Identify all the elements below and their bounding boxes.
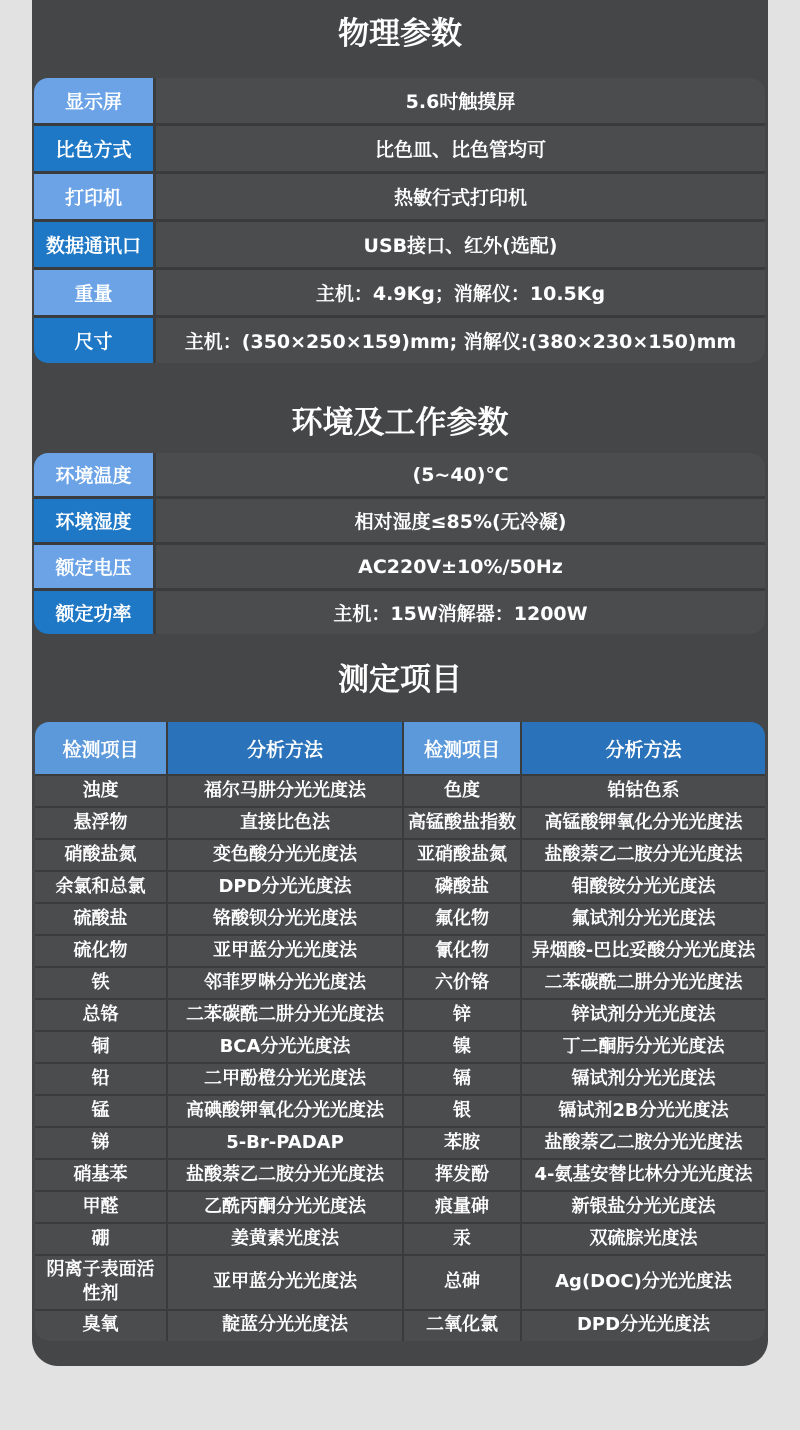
- table-cell-method: Ag(DOC)分光光度法: [522, 1256, 765, 1309]
- table-cell-method: 二苯碳酰二肼分光光度法: [522, 968, 765, 998]
- table-cell-method: 变色酸分光光度法: [168, 840, 402, 870]
- spec-row-rated-power: [34, 591, 765, 634]
- spec-label-printer: 打印机: [34, 174, 153, 219]
- physical-params-group: [34, 78, 765, 363]
- table-cell-method: 亚甲蓝分光光度法: [168, 1256, 402, 1309]
- table-cell-item: 银: [404, 1096, 520, 1126]
- table-cell-item: 硼: [35, 1224, 166, 1254]
- table-cell-item: 痕量砷: [404, 1192, 520, 1222]
- table-cell-item: 铅: [35, 1064, 166, 1094]
- table-header-method-2: 分析方法: [522, 722, 765, 774]
- table-cell-method: 乙酰丙酮分光光度法: [168, 1192, 402, 1222]
- table-cell-method: 丁二酮肟分光光度法: [522, 1032, 765, 1062]
- table-cell-method: 邻菲罗啉分光光度法: [168, 968, 402, 998]
- table-cell-method: DPD分光光度法: [522, 1311, 765, 1341]
- spec-row-colorimetry: [34, 126, 765, 171]
- table-cell-item: 总铬: [35, 1000, 166, 1030]
- table-cell-method: 二甲酚橙分光光度法: [168, 1064, 402, 1094]
- table-cell-item: 硫酸盐: [35, 904, 166, 934]
- table-cell-method: 亚甲蓝分光光度法: [168, 936, 402, 966]
- table-cell-method: 姜黄素光度法: [168, 1224, 402, 1254]
- table-cell-method: 二苯碳酰二肼分光光度法: [168, 1000, 402, 1030]
- section-title-environment: 环境及工作参数: [291, 405, 509, 441]
- spec-label-data-port: 数据通讯口: [34, 222, 153, 267]
- table-cell-item: 二氧化氯: [404, 1311, 520, 1341]
- table-header-item-2: 检测项目: [404, 722, 520, 774]
- spec-label-colorimetry: 比色方式: [34, 126, 153, 171]
- spec-row-printer: [34, 174, 765, 219]
- table-cell-method: DPD分光光度法: [168, 872, 402, 902]
- spec-value-data-port: USB接口、红外(选配): [156, 222, 765, 267]
- table-cell-item: 阴离子表面活性剂: [35, 1256, 166, 1309]
- table-cell-item: 镍: [404, 1032, 520, 1062]
- table-cell-item: 苯胺: [404, 1128, 520, 1158]
- spec-row-weight: [34, 270, 765, 315]
- table-cell-item: 锑: [35, 1128, 166, 1158]
- spec-value-rated-voltage: AC220V±10%/50Hz: [156, 545, 765, 588]
- spec-row-rated-voltage: [34, 545, 765, 588]
- table-cell-item: 铁: [35, 968, 166, 998]
- spec-label-display: 显示屏: [34, 78, 153, 123]
- table-cell-method: 铬酸钡分光光度法: [168, 904, 402, 934]
- table-cell-item: 余氯和总氯: [35, 872, 166, 902]
- spec-label-rated-voltage: 额定电压: [34, 545, 153, 588]
- table-cell-method: 5-Br-PADAP: [168, 1128, 402, 1158]
- table-cell-item: 甲醛: [35, 1192, 166, 1222]
- spec-value-ambient-temp: (5~40)℃: [156, 453, 765, 496]
- table-cell-method: 盐酸萘乙二胺分光光度法: [168, 1160, 402, 1190]
- spec-label-rated-power: 额定功率: [34, 591, 153, 634]
- table-cell-method: 镉试剂分光光度法: [522, 1064, 765, 1094]
- table-cell-item: 亚硝酸盐氮: [404, 840, 520, 870]
- table-cell-item: 浊度: [35, 776, 166, 806]
- spec-value-size: 主机：(350×250×159)mm; 消解仪:(380×230×150)mm: [156, 318, 765, 363]
- table-cell-method: 铂钴色系: [522, 776, 765, 806]
- table-cell-item: 挥发酚: [404, 1160, 520, 1190]
- table-cell-item: 铜: [35, 1032, 166, 1062]
- table-cell-item: 磷酸盐: [404, 872, 520, 902]
- table-cell-method: 盐酸萘乙二胺分光光度法: [522, 1128, 765, 1158]
- table-cell-item: 锌: [404, 1000, 520, 1030]
- table-cell-item: 高锰酸盐指数: [404, 808, 520, 838]
- spec-value-ambient-humidity: 相对湿度≤85%(无冷凝): [156, 499, 765, 542]
- spec-value-colorimetry: 比色皿、比色管均可: [156, 126, 765, 171]
- spec-row-ambient-temp: [34, 453, 765, 496]
- spec-panel: [32, 0, 768, 1366]
- table-cell-method: 锌试剂分光光度法: [522, 1000, 765, 1030]
- table-cell-method: 福尔马肼分光光度法: [168, 776, 402, 806]
- table-cell-item: 硝基苯: [35, 1160, 166, 1190]
- table-header-item-1: 检测项目: [35, 722, 166, 774]
- table-cell-method: 高锰酸钾氧化分光光度法: [522, 808, 765, 838]
- spec-row-data-port: [34, 222, 765, 267]
- table-cell-method: 新银盐分光光度法: [522, 1192, 765, 1222]
- spec-value-weight: 主机：4.9Kg；消解仪：10.5Kg: [156, 270, 765, 315]
- table-cell-item: 硫化物: [35, 936, 166, 966]
- table-cell-item: 总砷: [404, 1256, 520, 1309]
- table-cell-method: 直接比色法: [168, 808, 402, 838]
- table-cell-item: 色度: [404, 776, 520, 806]
- table-cell-item: 硝酸盐氮: [35, 840, 166, 870]
- table-cell-method: 氟试剂分光光度法: [522, 904, 765, 934]
- spec-label-ambient-humidity: 环境湿度: [34, 499, 153, 542]
- table-cell-item: 氟化物: [404, 904, 520, 934]
- spec-value-display: 5.6吋触摸屏: [156, 78, 765, 123]
- table-cell-method: BCA分光光度法: [168, 1032, 402, 1062]
- table-cell-method: 异烟酸-巴比妥酸分光光度法: [522, 936, 765, 966]
- spec-value-printer: 热敏行式打印机: [156, 174, 765, 219]
- spec-label-size: 尺寸: [34, 318, 153, 363]
- table-cell-item: 六价铬: [404, 968, 520, 998]
- section-title-physical: 物理参数: [338, 16, 462, 52]
- table-cell-item: 氰化物: [404, 936, 520, 966]
- section-title-measurement-items: 测定项目: [338, 662, 462, 698]
- table-cell-item: 镉: [404, 1064, 520, 1094]
- table-header-method-1: 分析方法: [168, 722, 402, 774]
- table-cell-method: 镉试剂2B分光光度法: [522, 1096, 765, 1126]
- table-cell-item: 汞: [404, 1224, 520, 1254]
- table-cell-method: 双硫腙光度法: [522, 1224, 765, 1254]
- spec-value-rated-power: 主机：15W消解器：1200W: [156, 591, 765, 634]
- table-cell-method: 4-氨基安替比林分光光度法: [522, 1160, 765, 1190]
- table-cell-method: 靛蓝分光光度法: [168, 1311, 402, 1341]
- spec-row-ambient-humidity: [34, 499, 765, 542]
- table-cell-method: 盐酸萘乙二胺分光光度法: [522, 840, 765, 870]
- environment-params-group: [34, 453, 765, 634]
- table-cell-item: 锰: [35, 1096, 166, 1126]
- table-cell-method: 钼酸铵分光光度法: [522, 872, 765, 902]
- spec-label-ambient-temp: 环境温度: [34, 453, 153, 496]
- measurement-table: [35, 722, 765, 1341]
- spec-label-weight: 重量: [34, 270, 153, 315]
- spec-row-size: [34, 318, 765, 363]
- table-cell-item: 臭氧: [35, 1311, 166, 1341]
- table-cell-method: 高碘酸钾氧化分光光度法: [168, 1096, 402, 1126]
- table-cell-item: 悬浮物: [35, 808, 166, 838]
- spec-row-display: [34, 78, 765, 123]
